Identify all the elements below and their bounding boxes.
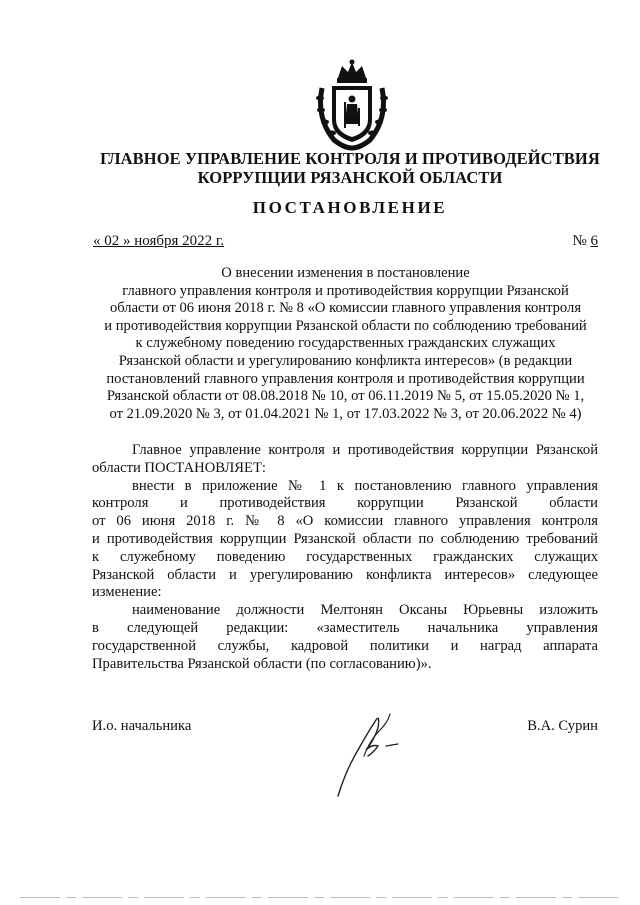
document-date: « 02 » ноября 2022 г. [93,233,225,249]
body-line: внести в приложение № 1 к постановлению главного управления [132,477,598,494]
subject-line: от 21.09.2020 № 3, от 01.04.2021 № 1, от 17.03.2022 № 3, от 20.06.2022 № 4) [109,405,582,422]
subject-line: Рязанской области и урегулированию конфликта интересов» (в редакции [118,352,573,369]
subject-line: к служебному поведению государственных гражданских служащих [135,335,556,352]
handwritten-signature [328,700,418,800]
signer-position: И.о. начальника [92,718,192,734]
organization-title-line2: КОРРУПЦИИ РЯЗАНСКОЙ ОБЛАСТИ [197,168,503,187]
body-line: и противодействия коррупции Рязанской области по соблюдению требований [92,530,598,547]
subject-line: и противодействия коррупции Рязанской области по соблюдению требований [104,317,587,334]
subject-line: Рязанской области от 08.08.2018 № 10, от 06.11.2019 № 5, от 15.05.2020 № 1, [106,388,585,405]
body-line: в следующей редакции: «заместитель начальника управления [92,619,598,636]
body-line: Главное управление контроля и противодействия коррупции Рязанской [132,442,598,458]
coat-of-arms-emblem [314,58,390,152]
document-number [572,233,598,250]
document-subject [92,265,599,423]
body-line: Рязанской области и урегулированию конфликта интересов» следующее [92,566,598,583]
body-line: государственной службы, кадровой политики и наград аппарата [92,637,598,654]
organization-title-line1: ГЛАВНОЕ УПРАВЛЕНИЕ КОНТРОЛЯ И ПРОТИВОДЕЙСТВИЯ [100,149,600,168]
document-body [92,442,598,673]
body-line: от 06 июня 2018 г. № 8 «О комиссии главного управления контроля [92,513,598,530]
body-line: Правительства Рязанской области (по согласованию)». [92,655,432,672]
body-line: к служебному поведению государственных гражданских служащих [92,548,598,565]
document-number-value: 6 [590,233,598,249]
subject-line: постановлений главного управления контроля и противодействия коррупции [106,370,585,387]
body-line: изменение: [92,584,162,601]
document-number-prefix: № [572,233,591,249]
subject-line: области от 06 июня 2018 г. № 8 «О комиссии главного управления контроля [109,300,582,317]
subject-line: О внесении изменения в постановление [221,265,470,281]
signer-name: В.А. Сурин [527,718,598,734]
document-type-title: ПОСТАНОВЛЕНИЕ [252,198,448,217]
body-line: области ПОСТАНОВЛЯЕТ: [92,459,266,476]
page-bottom-rule [0,897,640,898]
subject-line: главного управления контроля и противодействия коррупции Рязанской [122,282,569,299]
body-line: контроля и противодействия коррупции Рязанской области [92,495,598,512]
body-line: наименование должности Мелтонян Оксаны Юрьевны изложить [132,602,598,619]
